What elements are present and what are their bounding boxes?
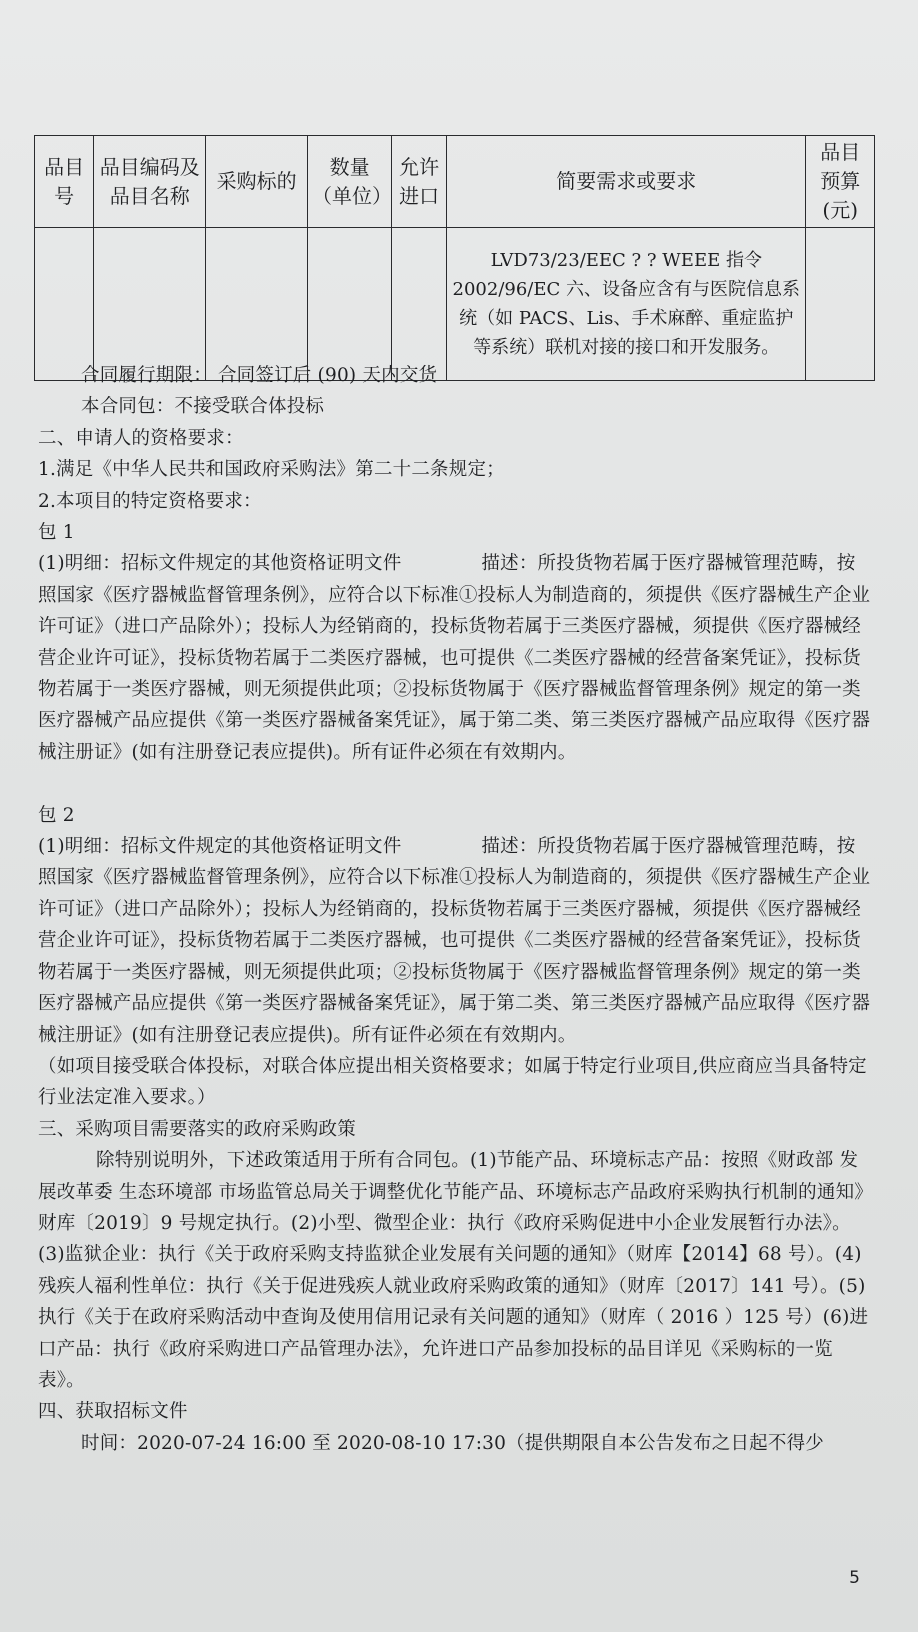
header-item-no: 品目号	[35, 136, 94, 228]
package-2-detail-label: (1)明细：招标文件规定的其他资格证明文件	[38, 836, 402, 858]
cell-item-no	[35, 228, 94, 381]
section-2-heading: 二、申请人的资格要求：	[38, 427, 244, 449]
contract-period: 合同履行期限： 合同签订后 (90) 天内交货	[81, 365, 438, 386]
body-text	[38, 360, 874, 1459]
section-4-heading: 四、获取招标文件	[38, 1401, 188, 1423]
time-line: 时间：2020-07-24 16:00 至 2020-08-10 17:30（提供期限自本公告发布之日起不得少	[81, 1432, 824, 1454]
cell-budget	[806, 228, 875, 381]
header-procurement-target: 采购标的	[206, 136, 308, 228]
qualification-item-2: 2.本项目的特定资格要求：	[38, 490, 262, 512]
cell-item-code-name	[94, 228, 206, 381]
page-number: 5	[849, 1568, 860, 1588]
cell-requirements: LVD73/23/EEC ? ? WEEE 指令 2002/96/EC 六、设备应含有与医院信息系统（如 PACS、Lis、手术麻醉、重症监护等系统）联机对接的接口和开发服务。	[447, 228, 806, 381]
package-1-description: 描述：所投货物若属于医疗器械管理范畴，按照国家《医疗器械监督管理条例》，应符合以下标准①投标人为制造商的，须提供《医疗器械生产企业许可证》（进口产品除外）；投标人为经销商的，投标货物若属于三类医疗器械，须提供《医疗器械经营企业许可证》，投标货物若属于二类医疗器械，也可提供《二类医疗器械的经营备案凭证》，投标货物若属于一类医疗器械，则无须提供此项；②投标货物属于《医疗器械监督管理条例》规定的第一类医疗器械产品应提供《第一类医疗器械备案凭证》，属于第二类、第三类医疗器械产品应取得《医疗器械注册证》(如有注册登记表应提供)。所有证件必须在有效期内。	[38, 553, 871, 763]
header-item-code-name: 品目编码及品目名称	[94, 136, 206, 228]
package-1-heading: 包 1	[38, 522, 75, 544]
header-import-allowed: 允许进口	[392, 136, 447, 228]
package-2-heading: 包 2	[38, 804, 75, 826]
package-2-description: 描述：所投货物若属于医疗器械管理范畴，按照国家《医疗器械监督管理条例》，应符合以下标准①投标人为制造商的，须提供《医疗器械生产企业许可证》（进口产品除外）；投标人为经销商的，投标货物若属于三类医疗器械，须提供《医疗器械经营企业许可证》，投标货物若属于二类医疗器械，也可提供《二类医疗器械的经营备案凭证》，投标货物若属于一类医疗器械，则无须提供此项；②投标货物属于《医疗器械监督管理条例》规定的第一类医疗器械产品应提供《第一类医疗器械备案凭证》，属于第二类、第三类医疗器械产品应取得《医疗器械注册证》(如有注册登记表应提供)。所有证件必须在有效期内。	[38, 836, 871, 1046]
consortium-note: （如项目接受联合体投标，对联合体应提出相关资格要求；如属于特定行业项目,供应商应当具备特定行业法定准入要求。）	[38, 1055, 867, 1109]
cell-import-allowed	[392, 228, 447, 381]
consortium-line: 本合同包：不接受联合体投标	[81, 396, 325, 418]
section-3-heading: 三、采购项目需要落实的政府采购政策	[38, 1118, 356, 1140]
package-1-detail-label: (1)明细：招标文件规定的其他资格证明文件	[38, 553, 402, 575]
header-requirements: 简要需求或要求	[447, 136, 806, 228]
requirements-table	[34, 135, 875, 381]
cell-procurement-target	[206, 228, 308, 381]
package-1-paragraph	[38, 548, 874, 768]
table-row	[35, 228, 875, 381]
cell-quantity	[308, 228, 392, 381]
policy-paragraph: 除特别说明外，下述政策适用于所有合同包。(1)节能产品、环境标志产品：按照《财政部 发展改革委 生态环境部 市场监管总局关于调整优化节能产品、环境标志产品政府采购执行机制的通知》财库〔2019〕9 号规定执行。(2)小型、微型企业：执行《政府采购促进中小企业发展暂行办法》。(3)监狱企业：执行《关于政府采购支持监狱企业发展有关问题的通知》（财库【2014】68 号）。(4)残疾人福利性单位：执行《关于促进残疾人就业政府采购政策的通知》（财库〔2017〕141 号）。(5)执行《关于在政府采购活动中查询及使用信用记录有关问题的通知》（财库（ 2016 ）125 号）(6)进口产品：执行《政府采购进口产品管理办法》，允许进口产品参加投标的品目详见《采购标的一览表》。	[38, 1150, 873, 1391]
qualification-item-1: 1.满足《中华人民共和国政府采购法》第二十二条规定；	[38, 459, 505, 481]
table-header-row	[35, 136, 875, 228]
header-budget: 品目预算(元)	[806, 136, 875, 228]
package-2-paragraph	[38, 831, 874, 1051]
header-quantity: 数量（单位）	[308, 136, 392, 228]
